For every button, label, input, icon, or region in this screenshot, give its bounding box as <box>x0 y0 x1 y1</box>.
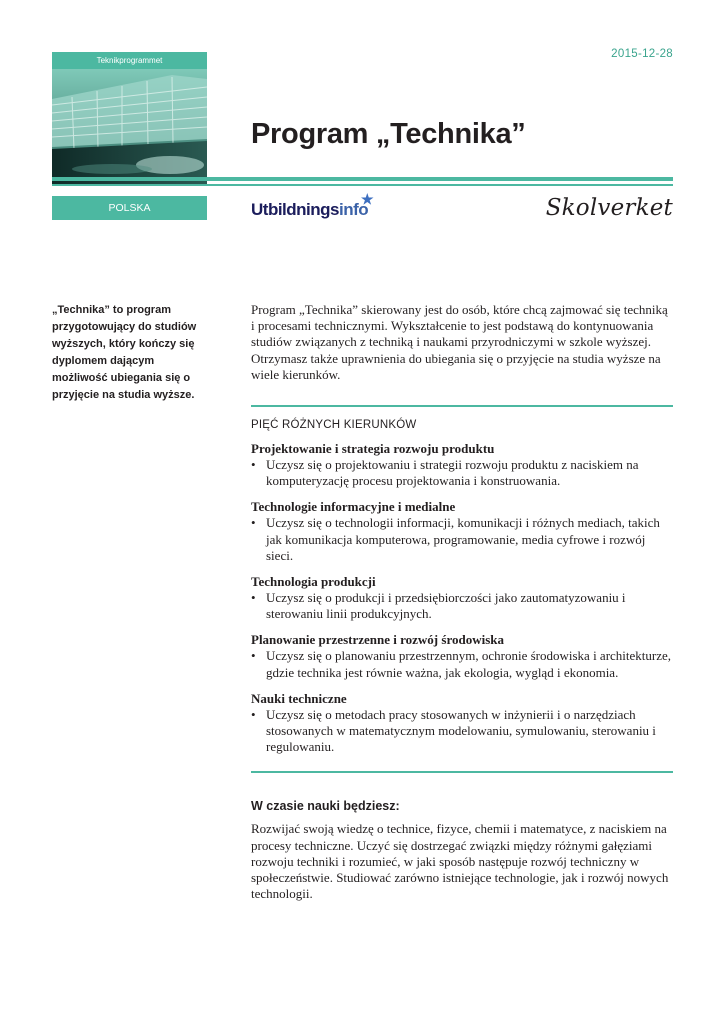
study-heading: W czasie nauki będziesz: <box>251 799 400 814</box>
direction-bullet <box>251 648 673 680</box>
document-date: 2015-12-28 <box>611 48 673 60</box>
bullet-icon: • <box>251 706 256 722</box>
direction-title: Technologia produkcji <box>251 574 376 590</box>
page-title: Program „Technika” <box>251 118 526 150</box>
utbildningsinfo-logo <box>251 191 374 226</box>
direction-item <box>251 499 673 564</box>
intro-paragraph: Program „Technika” skierowany jest do osób, które chcą zajmować się techniką i procesami technicznymi. Wykształcenie to jest podstawą do kontynuowania studiów związanych z techniką i naukami przyrodniczymi w szkole wyższej. Otrzymasz także uprawnienia do ubiegania się o przyjęcie na studia wyższe na wiele kierunków. <box>251 302 668 382</box>
bullet-icon: • <box>251 515 256 531</box>
logo-suffix-text: info <box>338 200 369 219</box>
direction-title: Projektowanie i strategia rozwoju produktu <box>251 441 495 457</box>
section-divider <box>251 405 673 407</box>
skolverket-logo: Skolverket <box>545 195 673 221</box>
bullet-icon: • <box>251 457 256 473</box>
direction-item <box>251 574 673 622</box>
direction-bullet <box>251 515 673 564</box>
logo-main-text: Utbildnings <box>251 200 339 219</box>
direction-bullet-text: Uczysz się o planowaniu przestrzennym, ochronie środowiska i architekturze, gdzie technika jest równie ważna, jak ekologia, wygląd i ekonomia. <box>266 648 672 680</box>
header-rule-thin <box>52 184 673 186</box>
sidebar-intro: „Technika” to program przygotowujący do studiów wyższych, który kończy się dyplomem dającym możliwość ubiegania się o przyjęcie na studia wyższe. <box>52 304 197 401</box>
program-label: Teknikprogrammet <box>52 52 207 69</box>
direction-bullet-text: Uczysz się o metodach pracy stosowanych w inżynierii i o narzędziach stosowanych w matematycznym modelowaniu, symulowaniu, sterowaniu i regulowaniu. <box>266 706 656 755</box>
direction-bullet-text: Uczysz się o produkcji i przedsiębiorczości jako zautomatyzowaniu i sterowaniu linii produkcyjnych. <box>266 590 626 622</box>
direction-bullet <box>251 457 673 489</box>
building-photo <box>52 69 207 185</box>
direction-bullet-text: Uczysz się o projektowaniu i strategii rozwoju produktu z naciskiem na komputeryzację procesu projektowania i konstruowania. <box>266 457 639 489</box>
section-divider <box>251 771 673 773</box>
direction-item <box>251 632 673 680</box>
country-badge: POLSKA <box>52 196 207 220</box>
direction-item <box>251 691 673 756</box>
main-content <box>251 302 673 902</box>
header-rule-thick <box>52 177 673 181</box>
directions-list <box>251 441 673 755</box>
bullet-icon: • <box>251 648 256 664</box>
direction-title: Nauki techniczne <box>251 690 347 706</box>
direction-title: Technologie informacyjne i medialne <box>251 499 456 515</box>
study-paragraph: Rozwijać swoją wiedzę o technice, fizyce, chemii i matematyce, z naciskiem na procesy techniczne. Uczyć się dostrzegać związki między różnymi gałęziami rozwoju techniki i rozumieć, w jaki sposób następuje rozwój techniczny w społeczeństwie. Studiować zarówno istniejące technologie, jak i rozwój nowych technologii. <box>251 821 669 902</box>
directions-heading: PIĘĆ RÓŻNYCH KIERUNKÓW <box>251 419 417 432</box>
header-photo-card <box>52 52 207 185</box>
direction-bullet-text: Uczysz się o technologii informacji, komunikacji i różnych mediach, takich jak komunikacja komputerowa, programowanie, media cyfrowe i rozwój sieci. <box>266 515 660 563</box>
star-icon: ★ <box>361 191 374 207</box>
direction-item <box>251 441 673 489</box>
direction-bullet <box>251 707 673 756</box>
bullet-icon: • <box>251 590 256 606</box>
direction-title: Planowanie przestrzenne i rozwój środowiska <box>251 632 504 648</box>
direction-bullet <box>251 590 673 622</box>
